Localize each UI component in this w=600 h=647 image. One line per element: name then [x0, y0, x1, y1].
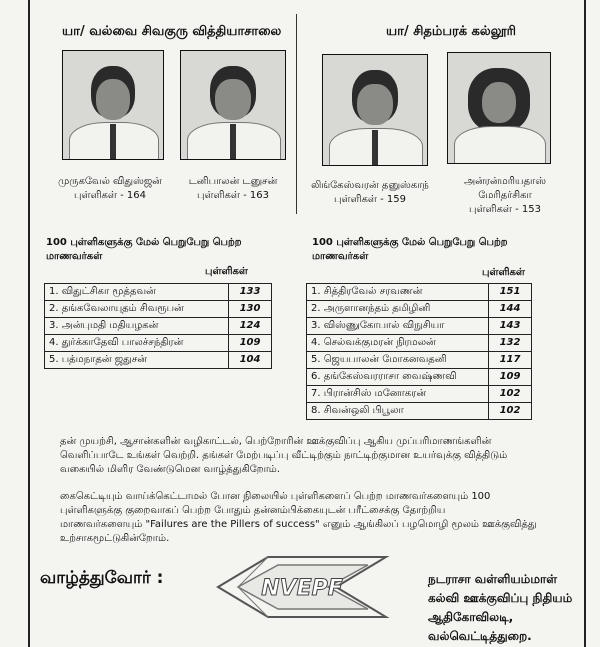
table-row	[307, 403, 532, 420]
rank-name: 1. விதுட்சிகா மூத்தவன்	[45, 284, 229, 301]
sponsor-line: ஆதிகோவிலடி, வல்வெட்டித்துறை.	[428, 610, 532, 643]
table-row	[307, 352, 532, 369]
left-school-title: யா/ வல்வை சிவகுரு வித்தியாசாலை	[62, 24, 282, 39]
rank-name: 8. சிவன்ஒலி பிபூலா	[307, 403, 489, 420]
congratulation-paragraph	[60, 435, 575, 477]
rank-score: 117	[489, 352, 532, 369]
student-photo-3	[322, 54, 428, 166]
page-border-right	[584, 0, 586, 647]
table-row	[307, 386, 532, 403]
paragraph-line: புள்ளிகளுக்கு குறைவாகப் பெற்ற போதும் தன்னம்பிக்கையுடன் பரீட்சைக்கு தோற்றிய	[60, 505, 446, 516]
nvepf-logo	[208, 553, 396, 621]
rank-score: 109	[489, 369, 532, 386]
student-name: லிங்கேஸ்வரன் தனுஸ்காந்	[311, 180, 429, 191]
student-photo-2	[180, 50, 286, 160]
rank-name: 4. துர்க்காதேவி பாலச்சந்திரன்	[45, 335, 229, 352]
sponsor-line: நடராசா வள்ளியம்மாள்	[428, 572, 558, 586]
table-row	[45, 284, 272, 301]
table-row	[307, 284, 532, 301]
rank-name: 5. பத்மநாதன் ஜதுசன்	[45, 352, 229, 369]
student-photo-4	[447, 52, 551, 164]
paragraph-line: தன் முயற்சி, ஆசான்களின் வழிகாட்டல், பெற்றோரின் ஊக்குவிப்பு ஆகிய முப்பரிமாணங்களின்	[60, 436, 492, 447]
rank-name: 6. தங்கேஸ்வரராசா வைஷ்ணவி	[307, 369, 489, 386]
rank-name: 3. அன்புமதி மதியழகன்	[45, 318, 229, 335]
rank-name: 5. ஜெயபாலன் மோகனவதனி	[307, 352, 489, 369]
left-points-header: புள்ளிகள்	[205, 266, 248, 277]
heading-line: 100 புள்ளிகளுக்கு மேல் பெறுபேறு பெற்ற	[46, 237, 242, 248]
heading-line: 100 புள்ளிகளுக்கு மேல் பெறுபேறு பெற்ற	[312, 237, 508, 248]
student-name-line2: மேரிதர்சிகா	[478, 190, 532, 201]
right-points-header: புள்ளிகள்	[482, 267, 525, 278]
student-points: புள்ளிகள் - 159	[334, 194, 406, 205]
rank-score: 144	[489, 301, 532, 318]
paragraph-line: மாணவர்களையும் "Failures are the Pillers of success" எனும் ஆங்கிலப் பழமொழி மூலம் ஊக்குவித்து	[60, 519, 537, 530]
student-points: புள்ளிகள் - 163	[197, 190, 269, 201]
heading-line: மாணவர்கள்	[312, 251, 369, 262]
rank-score: 143	[489, 318, 532, 335]
rank-name: 4. செல்வக்குமரன் நிரமலன்	[307, 335, 489, 352]
rank-score: 130	[229, 301, 272, 318]
table-row	[45, 301, 272, 318]
student-caption-3	[300, 179, 440, 207]
rank-score: 132	[489, 335, 532, 352]
student-name: முருகவேல் விதுஸ்ஜன்	[58, 176, 162, 187]
rank-name: 1. சித்திரவேல் சரவணன்	[307, 284, 489, 301]
rank-score: 104	[229, 352, 272, 369]
student-name: டனிபாலன் டனுசன்	[188, 176, 278, 187]
rank-score: 124	[229, 318, 272, 335]
paragraph-line: கைகெட்டியும் வாய்க்கெட்டாமல் போன நிலையில் புள்ளிகளைப் பெற்ற மாணவர்களையும் 100	[60, 491, 491, 502]
right-list-heading	[312, 236, 508, 264]
rank-name: 2. தங்கவேலாயுதம் சிவரூபன்	[45, 301, 229, 318]
rank-score: 133	[229, 284, 272, 301]
rank-name: 3. விஸ்ணுகோபால் விநுசியா	[307, 318, 489, 335]
greeting-label: வாழ்த்துவோர் :	[40, 568, 164, 588]
table-row	[45, 335, 272, 352]
student-points: புள்ளிகள் - 153	[469, 204, 541, 215]
logo-text: NVEPF	[261, 576, 343, 601]
paragraph-line: வகையில் மிளிர வேண்டுமென வாழ்த்துகிறோம்.	[60, 464, 281, 475]
table-row	[307, 301, 532, 318]
sponsor-block	[428, 570, 600, 646]
page-border-left	[28, 0, 30, 647]
left-rank-table	[44, 283, 272, 369]
rank-score: 151	[489, 284, 532, 301]
encouragement-paragraph	[60, 490, 575, 546]
student-points: புள்ளிகள் - 164	[74, 190, 146, 201]
sponsor-line: கல்வி ஊக்குவிப்பு நிதியம்	[428, 591, 573, 605]
heading-line: மாணவர்கள்	[46, 251, 103, 262]
student-photo-1	[62, 50, 164, 160]
rank-score: 102	[489, 403, 532, 420]
table-row	[45, 352, 272, 369]
student-name-line1: அன்ரன்மரியதாஸ்	[464, 176, 546, 187]
rank-score: 102	[489, 386, 532, 403]
student-caption-2	[168, 175, 298, 203]
table-row	[307, 318, 532, 335]
paragraph-line: வெளிப்பாடே உங்கள் வெற்றி. தங்கள் மேற்படிப்பு வீட்டிற்கும் நாட்டிற்குமான உயர்வுக்கு வித்திடும்	[60, 450, 508, 461]
student-caption-4	[440, 175, 570, 217]
student-caption-1	[40, 175, 180, 203]
paragraph-line: உற்சாகமூட்டுகின்றோம்.	[60, 533, 170, 544]
table-row	[307, 369, 532, 386]
left-list-heading	[46, 236, 242, 264]
table-row	[45, 318, 272, 335]
table-row	[307, 335, 532, 352]
right-school-title: யா/ சிதம்பரக் கல்லூரி	[386, 24, 516, 39]
rank-name: 7. பிரான்சிஸ் மனோகரன்	[307, 386, 489, 403]
right-rank-table	[306, 283, 532, 420]
rank-name: 2. அருளானந்தம் தமிழினி	[307, 301, 489, 318]
rank-score: 109	[229, 335, 272, 352]
